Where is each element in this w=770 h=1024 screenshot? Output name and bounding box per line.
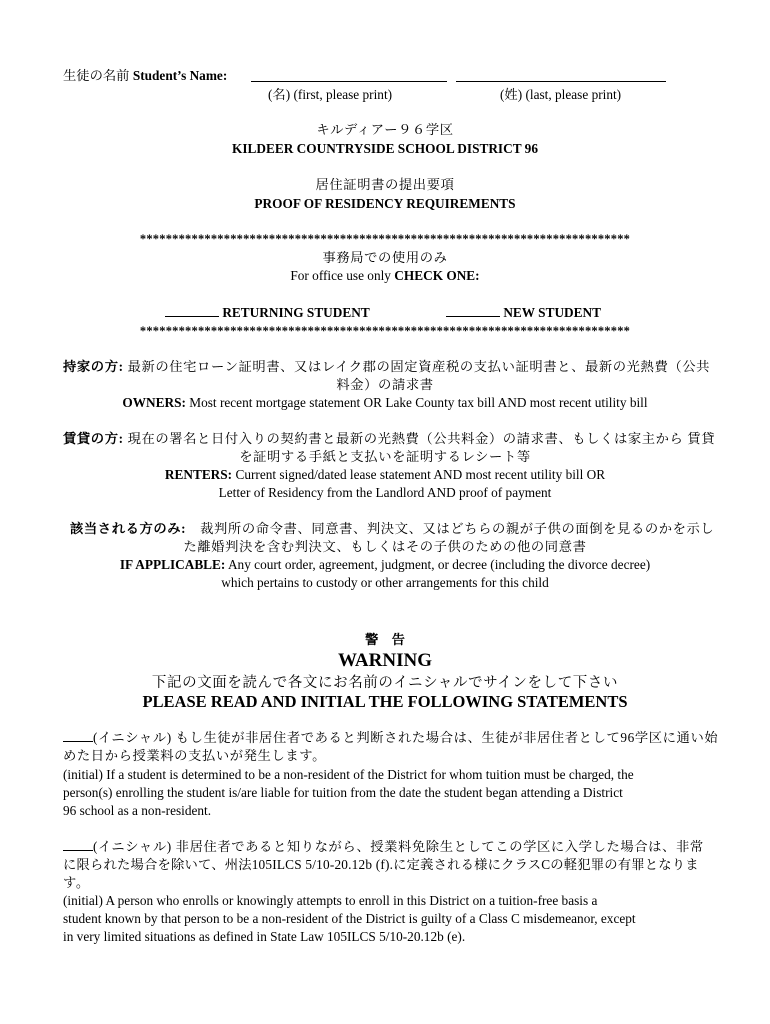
renters-en-text-1: Current signed/dated lease statement AND most recent utility bill OR	[232, 467, 606, 482]
renters-jp-text-1: 現在の署名と日付入りの契約書と最新の光熱費（公共料金）の請求書、もしくは家主から 賃貸	[127, 431, 716, 446]
renters-en-line-1	[0, 466, 770, 484]
statement-2-jp-text-2: に限られた場合を除いて、州法105ILCS 5/10-20.12b (f).に定義される様にクラスCの軽犯罪の有罪となりま	[63, 857, 699, 872]
requirements-title-en: PROOF OF RESIDENCY REQUIREMENTS	[254, 196, 516, 211]
statement-1-jp-line-1	[63, 729, 718, 747]
renters-en-text-2: Letter of Residency from the Landlord AND proof of payment	[218, 485, 552, 500]
warning-title-en: WARNING	[338, 650, 432, 671]
statement-1-en-text-2: person(s) enrolling the student is/are liable for tuition from the date the student began attending a District	[63, 785, 623, 800]
warning-sub-jp: 下記の文面を読んで各文にお名前のイニシャルでサインをして下さい	[151, 675, 619, 691]
applicable-jp-line-1	[70, 520, 714, 538]
office-use-label-jp: 事務局での使用のみ	[322, 250, 448, 265]
applicable-jp-text-2: た離婚判決を含む判決文、もしくはその子供のための他の同意書	[183, 539, 587, 554]
returning-student-label: RETURNING STUDENT	[222, 305, 370, 320]
applicable-en-line-1	[0, 556, 770, 574]
office-use-prefix: For office use only	[290, 268, 395, 283]
statement-1-jp-text-2: めた日から授業料の支払いが発生します。	[63, 748, 326, 763]
renters-en-label: RENTERS:	[164, 467, 233, 482]
check-one-label: CHECK ONE:	[394, 268, 480, 283]
statement-2-jp-line-1	[63, 838, 704, 856]
owners-jp-text-1: 最新の住宅ローン証明書、又はレイク郡の固定資産税の支払い証明書と、最新の光熱費（公共	[127, 359, 711, 374]
first-name-caption: (名) (first, please print)	[268, 87, 393, 102]
applicable-en-text-2: which pertains to custody or other arrangements for this child	[221, 575, 549, 590]
statement-1-jp-text-1: (イニシャル) もし生徒が非居住者であると判断された場合は、生徒が非居住者として96学区に通い始	[93, 730, 719, 745]
new-student-label: NEW STUDENT	[503, 305, 601, 320]
returning-student-checkline[interactable]	[165, 304, 219, 317]
applicable-jp-text-1: 裁判所の命令書、同意書、判決文、又はどちらの親が子供の面倒を見るのかを示し	[200, 521, 715, 536]
warning-title-jp: 警 告	[365, 632, 405, 647]
stars-divider-bottom: ****************************************************************************	[139, 324, 631, 338]
renters-jp-label: 賃貸の方:	[63, 431, 124, 446]
owners-en-label: OWNERS:	[122, 395, 186, 410]
statement-2-initial-blank[interactable]	[63, 839, 93, 851]
stars-divider-top: ****************************************************************************	[139, 232, 631, 246]
warning-sub-en: PLEASE READ AND INITIAL THE FOLLOWING STATEMENTS	[142, 692, 628, 711]
district-name-jp: キルディアー９６学区	[316, 122, 454, 137]
student-name-label-en: Student’s Name:	[132, 68, 228, 83]
district-name-en: KILDEER COUNTRYSIDE SCHOOL DISTRICT 96	[232, 141, 538, 156]
statement-2-jp-text-1: (イニシャル) 非居住者であると知りながら、授業料免除生としてこの学区に入学した場合は、非常	[93, 839, 704, 854]
renters-jp-text-2: を証明する手紙と支払いを証明するレシート等	[239, 449, 531, 464]
student-name-label-jp: 生徒の名前	[63, 68, 130, 83]
renters-jp-line-1	[63, 430, 715, 448]
owners-en-line	[0, 394, 770, 412]
owners-jp-line-1	[63, 358, 710, 376]
statement-2-en-text-1: (initial) A person who enrolls or knowingly attempts to enroll in this District on a tuition-free basis a	[63, 893, 598, 908]
statement-2-jp-text-3: す。	[63, 875, 90, 890]
applicable-en-label: IF APPLICABLE:	[119, 557, 226, 572]
statement-2-en-text-3: in very limited situations as defined in State Law 105ILCS 5/10-20.12b (e).	[63, 929, 466, 944]
statement-2-en-text-2: student known by that person to be a non-resident of the District is guilty of a Class C misdemeanor, except	[63, 911, 636, 926]
owners-en-text: Most recent mortgage statement OR Lake County tax bill AND most recent utility bill	[185, 395, 648, 410]
last-name-caption: (姓) (last, please print)	[500, 87, 622, 102]
requirements-title-jp: 居住証明書の提出要項	[315, 177, 455, 192]
first-name-field[interactable]	[251, 68, 447, 82]
applicable-jp-label: 該当される方のみ:	[70, 521, 187, 536]
owners-jp-label: 持家の方:	[63, 359, 124, 374]
statement-1-en-text-1: (initial) If a student is determined to be a non-resident of the District for whom tuition must be charged, the	[63, 767, 634, 782]
applicable-en-text-1: Any court order, agreement, judgment, or decree (including the divorce decree)	[225, 557, 651, 572]
statement-1-initial-blank[interactable]	[63, 730, 93, 742]
statement-1-en-text-3: 96 school as a non-resident.	[63, 803, 212, 818]
returning-student-option[interactable]	[165, 304, 370, 322]
office-use-label-en	[0, 267, 770, 285]
new-student-checkline[interactable]	[446, 304, 500, 317]
owners-jp-text-2: 料金）の請求書	[336, 377, 434, 392]
student-name-row	[63, 67, 227, 85]
last-name-field[interactable]	[456, 68, 666, 82]
new-student-option[interactable]	[446, 304, 601, 322]
